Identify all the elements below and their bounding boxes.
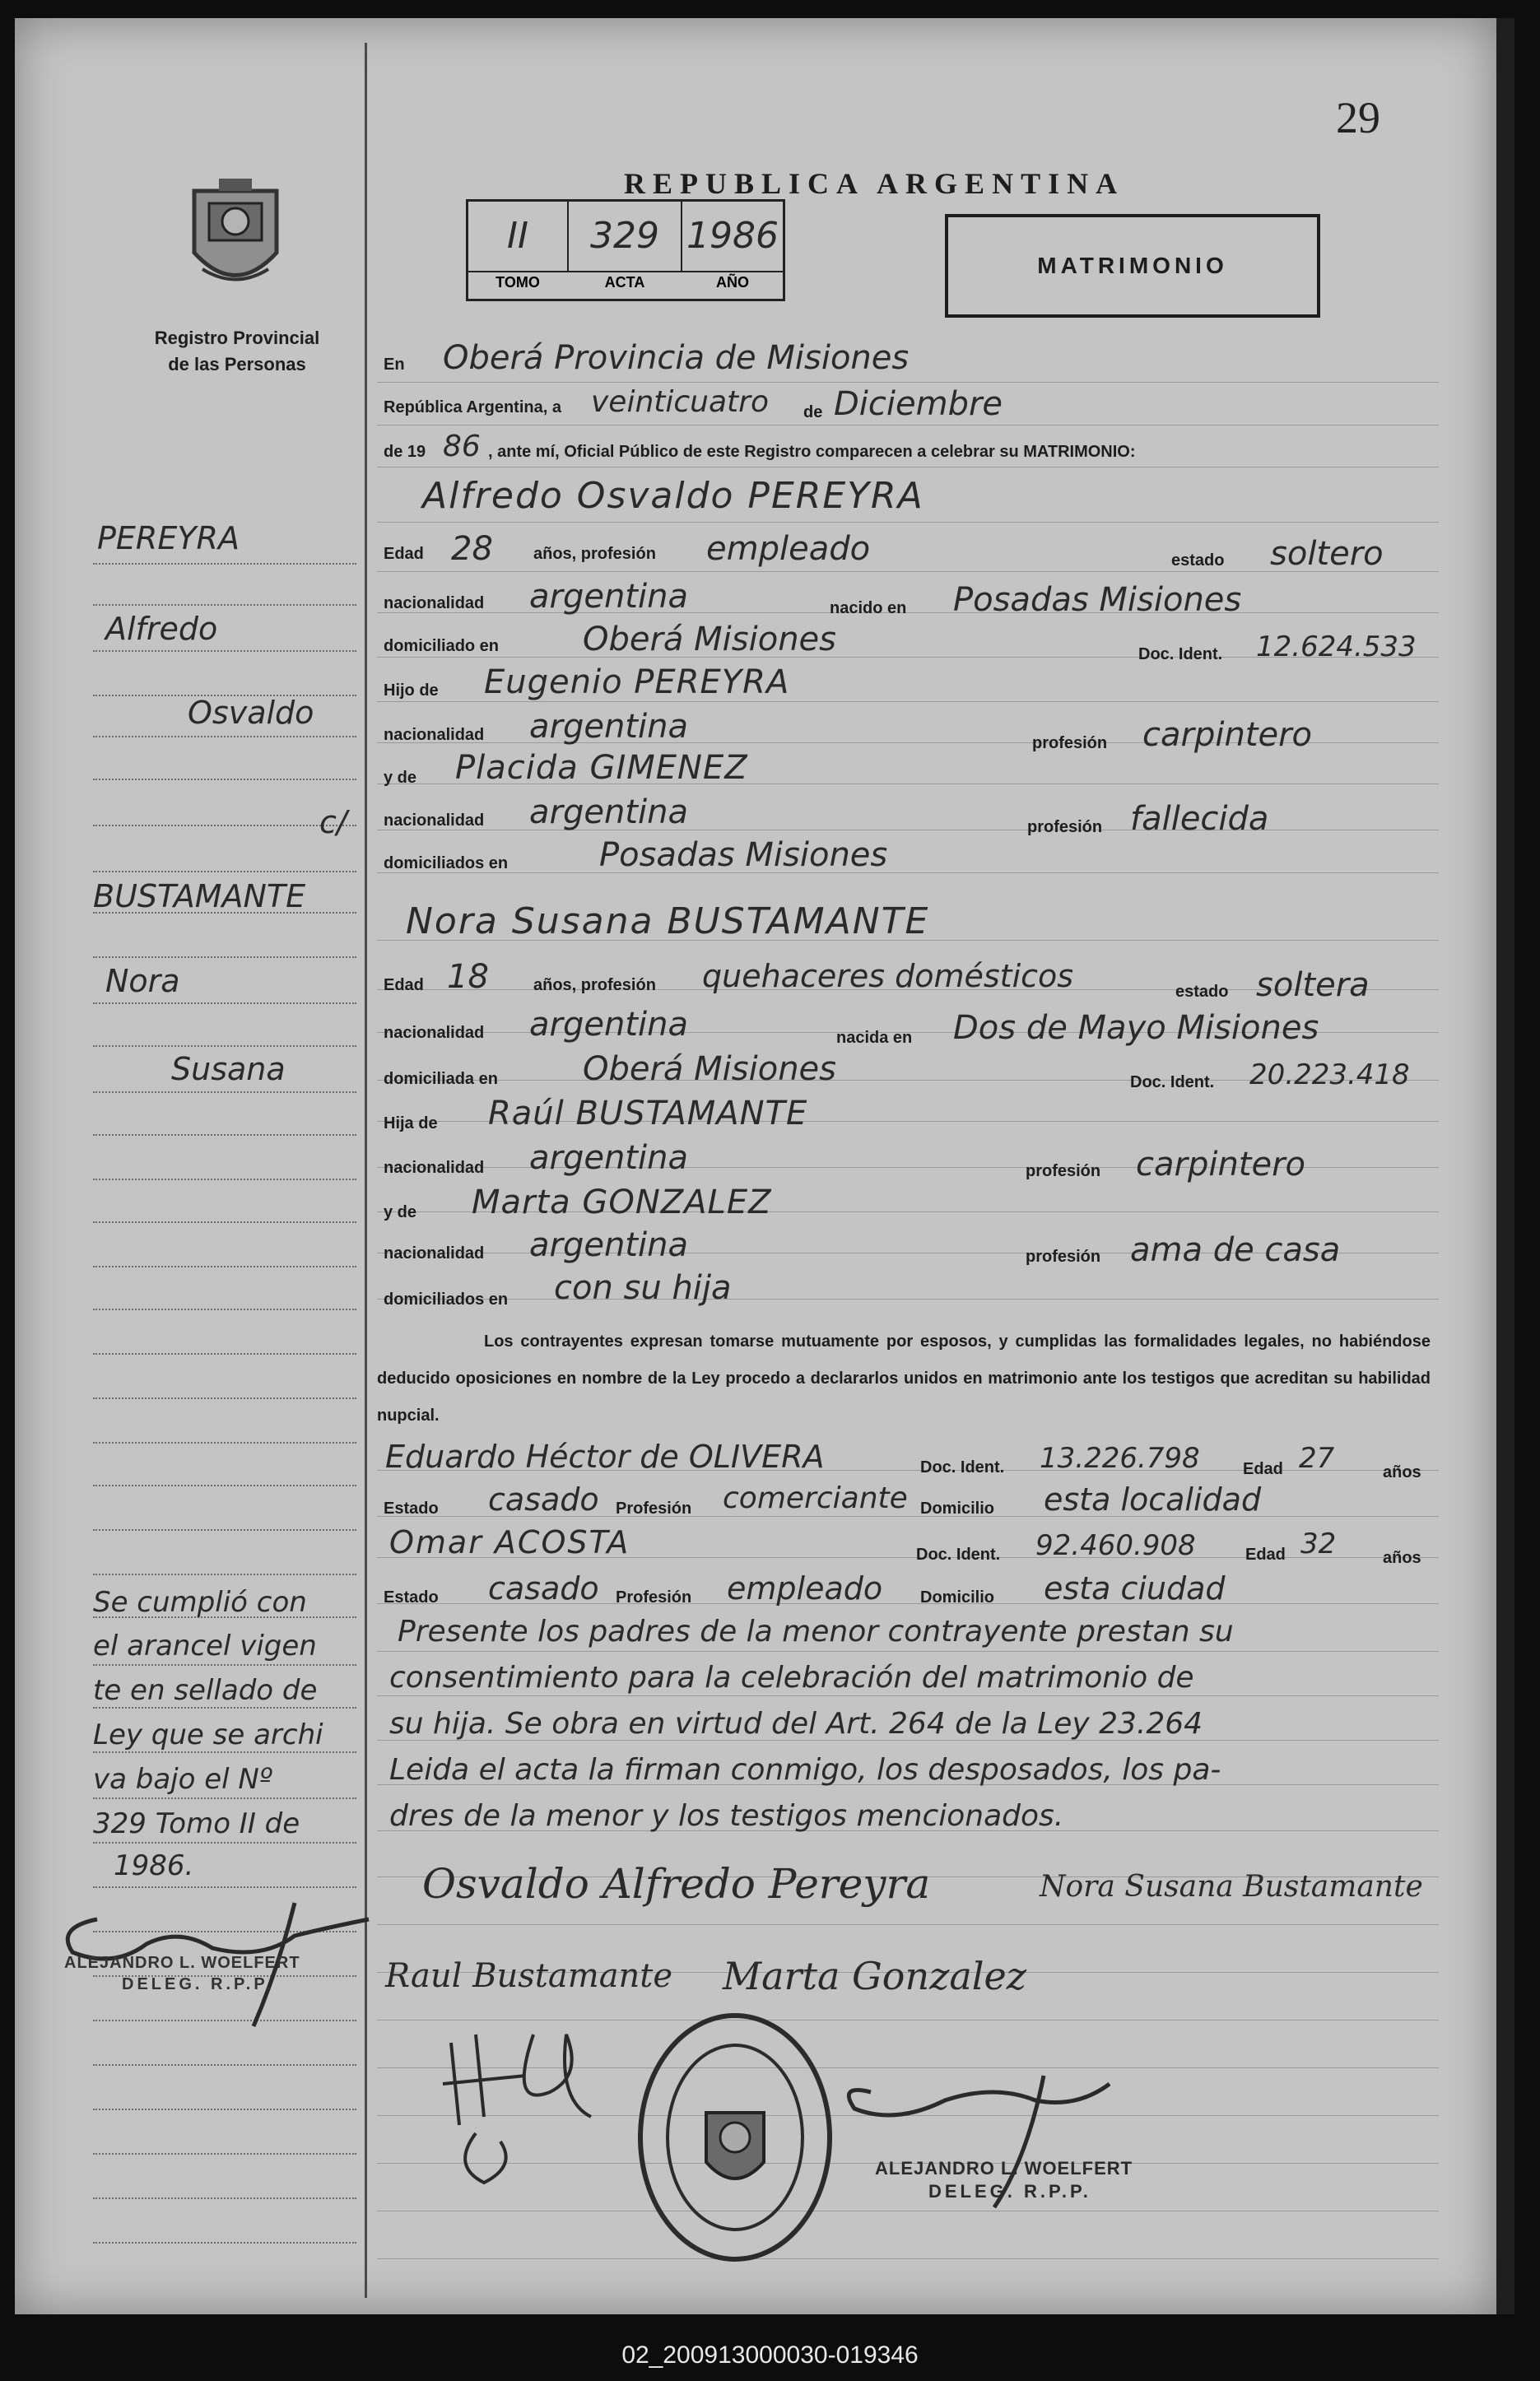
bride-doc-label: Doc. Ident. [1130, 1073, 1215, 1091]
bride-father-profession: carpintero [1136, 1146, 1306, 1184]
groom-edad-label: Edad [384, 545, 424, 563]
act-box-tomo-value: II [507, 215, 528, 257]
bride-parents-domicile: con su hija [554, 1269, 732, 1307]
witness-2-domicilio-label: Domicilio [920, 1588, 995, 1607]
official-stamp-name: ALEJANDRO L. WOELFERT [875, 2158, 1133, 2179]
groom-parents-dom-label: domiciliados en [384, 854, 509, 872]
groom-nacido-label: nacido en [830, 599, 907, 617]
witness-1-domicilio-label: Domicilio [920, 1500, 995, 1518]
groom-estado-label: estado [1171, 551, 1225, 570]
margin-surname-groom: PEREYRA [97, 520, 240, 556]
witness-1-name: Eduardo Héctor de OLIVERA [385, 1439, 825, 1475]
bride-doc: 20.223.418 [1249, 1058, 1410, 1091]
bride-mother-profession: ama de casa [1130, 1231, 1341, 1269]
intro-year-suffix: 86 [443, 430, 481, 463]
registry-seal [628, 2006, 842, 2269]
margin-surname-bride: BUSTAMANTE [93, 878, 306, 914]
witness-1-domicile: esta localidad [1044, 1481, 1262, 1518]
intro-statement: , ante mí, Oficial Público de este Registro comparecen a celebrar su MATRIMONIO: [488, 443, 1136, 461]
margin-stamp-title: DELEG. R.P.P. [122, 1975, 274, 1993]
margin-note-1: Se cumplió con [93, 1586, 307, 1619]
groom-father-nationality: argentina [529, 708, 688, 746]
margin-con: c/ [319, 804, 347, 840]
groom-nacionalidad-label: nacionalidad [384, 594, 485, 612]
witness-2-profesion-label: Profesión [616, 1588, 692, 1607]
groom-name: Alfredo Osvaldo PEREYRA [422, 475, 924, 517]
signature-bride-mother: Marta Gonzalez [723, 1954, 1026, 1998]
bride-mother-nationality: argentina [529, 1226, 688, 1264]
intro-month: Diciembre [834, 385, 1003, 423]
act-box-acta-value: 329 [590, 215, 659, 257]
bride-father-profesion-label: profesión [1026, 1162, 1101, 1180]
bride-nacida-label: nacida en [836, 1029, 913, 1047]
witness-1-estado-label: Estado [384, 1500, 439, 1518]
witness-2-profession: empleado [727, 1570, 883, 1607]
witness-1-anos-label: años [1383, 1463, 1421, 1481]
document-type: MATRIMONIO [1037, 253, 1228, 278]
signature-bride: Nora Susana Bustamante [1040, 1870, 1423, 1904]
declaration-paragraph: Los contrayentes expresan tomarse mutuamente por esposos, y cumplidas las formalidades legales, no habiéndose deducido oposiciones en nombre de la Ley procedo a declararlos unidos en matrimonio ante los testigos que acreditan su habilidad nupcial. [377, 1332, 1431, 1425]
groom-father-nat-label: nacionalidad [384, 726, 485, 744]
act-box-ano-label: AÑO [716, 274, 749, 291]
witness-2-doc: 92.460.908 [1035, 1529, 1196, 1562]
register-page [15, 18, 1514, 2314]
bride-estado: soltera [1256, 966, 1370, 1004]
groom-hijo-label: Hijo de [384, 681, 439, 700]
registry-name-line1: Registro Provincial [154, 328, 320, 348]
groom-anos-profesion-label: años, profesión [533, 545, 656, 563]
intro-de-label: de [803, 403, 823, 421]
note-line-5: dres de la menor y los testigos mencionados. [389, 1799, 1064, 1833]
witness-1-estado: casado [488, 1481, 599, 1518]
groom-nationality: argentina [529, 578, 688, 616]
signature-groom: Osvaldo Alfredo Pereyra [422, 1860, 931, 1908]
bride-domicile: Oberá Misiones [583, 1050, 837, 1088]
act-box-tomo-label: TOMO [495, 274, 540, 291]
witness-1-profesion-label: Profesión [616, 1500, 692, 1518]
intro-year-prefix: de 19 [384, 443, 426, 461]
groom-birthplace: Posadas Misiones [953, 581, 1242, 619]
witness-1-edad-label: Edad [1243, 1460, 1283, 1478]
groom-doc: 12.624.533 [1256, 630, 1417, 663]
margin-name-groom-1: Alfredo [105, 611, 218, 647]
groom-parents-domicile: Posadas Misiones [599, 836, 888, 874]
witness-1-doc-label: Doc. Ident. [920, 1458, 1005, 1476]
groom-mother-nat-label: nacionalidad [384, 811, 485, 830]
intro-republica-label: República Argentina, a [384, 398, 561, 416]
intro-day: veinticuatro [591, 385, 769, 419]
bride-estado-label: estado [1175, 983, 1229, 1001]
witness-2-anos-label: años [1383, 1549, 1421, 1567]
groom-domicile: Oberá Misiones [583, 621, 837, 658]
witness-2-domicile: esta ciudad [1044, 1570, 1226, 1607]
note-line-2: consentimiento para la celebración del matrimonio de [389, 1661, 1194, 1695]
witness-2-estado-label: Estado [384, 1588, 439, 1607]
margin-note-4: Ley que se archi [93, 1718, 323, 1751]
witness-2-name: Omar ACOSTA [389, 1524, 630, 1560]
document-type-box [945, 214, 1320, 318]
groom-age: 28 [451, 530, 493, 568]
intro-en-label: En [384, 356, 405, 374]
groom-estado: soltero [1270, 535, 1384, 573]
note-line-4: Leida el acta la firman conmigo, los desposados, los pa- [389, 1753, 1221, 1787]
bride-father-nat-label: nacionalidad [384, 1159, 485, 1177]
groom-mother-profesion-label: profesión [1027, 818, 1103, 836]
signature-bride-father: Raul Bustamante [385, 1957, 673, 1995]
bride-profession: quehaceres domésticos [702, 958, 1074, 994]
bride-yde-label: y de [384, 1203, 417, 1221]
intro-place: Oberá Provincia de Misiones [443, 339, 910, 377]
witness-2-estado: casado [488, 1570, 599, 1607]
bride-parents-dom-label: domiciliados en [384, 1290, 509, 1309]
margin-name-bride-1: Nora [105, 963, 180, 999]
groom-father-profesion-label: profesión [1032, 734, 1108, 752]
margin-signature-scribble [48, 1870, 393, 2035]
country-title: REPUBLICA ARGENTINA [624, 167, 1125, 200]
bride-nacionalidad-label: nacionalidad [384, 1024, 485, 1042]
bride-anos-profesion-label: años, profesión [533, 976, 656, 994]
bride-age: 18 [447, 958, 489, 996]
margin-note-2: el arancel vigen [93, 1630, 317, 1663]
official-stamp-title: DELEG. R.P.P. [928, 2181, 1091, 2202]
witness-2-doc-label: Doc. Ident. [916, 1546, 1001, 1564]
bride-birthplace: Dos de Mayo Misiones [953, 1009, 1319, 1047]
groom-doc-label: Doc. Ident. [1138, 645, 1223, 663]
act-box-ano-value: 1986 [686, 215, 779, 257]
margin-note-7: 1986. [114, 1849, 194, 1882]
groom-mother: Placida GIMENEZ [455, 749, 748, 787]
margin-name-bride-2: Susana [171, 1051, 286, 1087]
bride-edad-label: Edad [384, 976, 424, 994]
note-line-1: Presente los padres de la menor contrayente prestan su [398, 1615, 1234, 1649]
note-line-3: su hija. Se obra en virtud del Art. 264 de la Ley 23.264 [389, 1707, 1203, 1741]
margin-note-5: va bajo el Nº [93, 1763, 272, 1796]
bride-father-nationality: argentina [529, 1139, 688, 1177]
bride-mother-profesion-label: profesión [1026, 1248, 1101, 1266]
groom-profession: empleado [706, 530, 871, 568]
bride-nationality: argentina [529, 1006, 688, 1044]
witness-2-age: 32 [1300, 1528, 1337, 1560]
footer-file-id: 02_200913000030-019346 [621, 2341, 919, 2369]
registry-name-line2: de las Personas [168, 354, 306, 374]
coat-of-arms-icon [178, 174, 293, 306]
groom-mother-profession: fallecida [1130, 800, 1269, 838]
groom-father: Eugenio PEREYRA [484, 663, 790, 701]
witness-1-age: 27 [1299, 1442, 1335, 1475]
bride-domiciliada-label: domiciliada en [384, 1070, 498, 1088]
witness-1-doc: 13.226.798 [1040, 1442, 1200, 1475]
bride-hija-label: Hija de [384, 1114, 438, 1132]
margin-note-3: te en sellado de [93, 1674, 318, 1707]
margin-note-6: 329 Tomo II de [93, 1807, 300, 1840]
act-box-acta-label: ACTA [604, 274, 645, 291]
witness-1-profession: comerciante [723, 1481, 908, 1515]
witness-signature-scribble [426, 2010, 640, 2199]
witness-2-edad-label: Edad [1245, 1546, 1286, 1564]
margin-name-groom-2: Osvaldo [188, 695, 314, 731]
groom-yde-label: y de [384, 769, 417, 787]
bride-mother: Marta GONZALEZ [472, 1184, 772, 1221]
margin-stamp-name: ALEJANDRO L. WOELFERT [64, 1954, 300, 1972]
groom-domiciliado-label: domiciliado en [384, 637, 500, 655]
bride-mother-nat-label: nacionalidad [384, 1244, 485, 1263]
act-box [466, 199, 785, 301]
groom-mother-nationality: argentina [529, 793, 688, 831]
bride-father: Raúl BUSTAMANTE [488, 1095, 808, 1132]
bride-name: Nora Susana BUSTAMANTE [406, 900, 930, 942]
groom-father-profession: carpintero [1142, 716, 1313, 754]
page-number: 29 [1336, 93, 1380, 142]
